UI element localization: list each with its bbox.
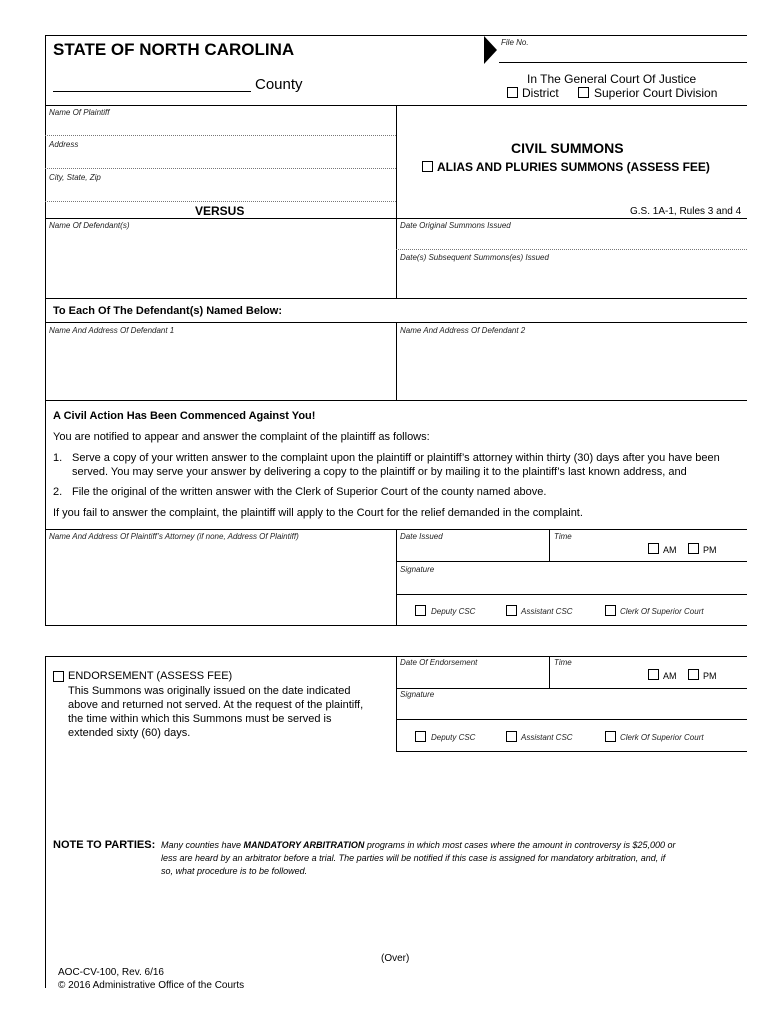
defendant2-label: Name And Address Of Defendant 2 <box>400 326 526 335</box>
endorse-deputy-label: Deputy CSC <box>431 733 476 742</box>
address-sep <box>45 168 396 169</box>
plaintiff-name-label: Name Of Plaintiff <box>49 108 110 117</box>
copyright: © 2016 Administrative Office of the Courts <box>58 980 245 991</box>
issue-deputy-label: Deputy CSC <box>431 607 476 616</box>
date-original-label: Date Original Summons Issued <box>400 221 511 230</box>
notice-intro: You are notified to appear and answer the complaint of the plaintiff as follows: <box>53 431 430 443</box>
endorse-signature-label: Signature <box>400 690 435 699</box>
endorse-am-checkbox[interactable] <box>648 669 659 680</box>
endorse-left <box>45 656 46 988</box>
superior-label: Superior Court Division <box>594 86 718 100</box>
issue-deputy-checkbox[interactable] <box>415 605 426 616</box>
endorse-date-label: Date Of Endorsement <box>400 658 478 667</box>
issue-date-bottom <box>396 561 747 562</box>
superior-checkbox[interactable] <box>578 87 589 98</box>
endorse-assistant-label: Assistant CSC <box>521 733 573 742</box>
defendants-bottom <box>45 400 747 401</box>
item1-number: 1. <box>53 452 63 464</box>
summons-title: CIVIL SUMMONS <box>511 140 624 156</box>
form-id: AOC-CV-100, Rev. 6/16 <box>58 967 164 978</box>
alias-label: ALIAS AND PLURIES SUMMONS (ASSESS FEE) <box>437 160 710 174</box>
versus-rule <box>45 218 396 219</box>
issue-signature-label: Signature <box>400 565 435 574</box>
item1-line1: Serve a copy of your written answer to the complaint upon the plaintiff or plaintiff’s attorney within thirty (30) days after you have been <box>72 452 720 464</box>
city-sep <box>45 201 396 202</box>
issue-pm-checkbox[interactable] <box>688 543 699 554</box>
endorse-am-label: AM <box>663 671 677 681</box>
note-line1 <box>161 840 676 850</box>
issue-sig-bottom <box>396 594 747 595</box>
issue-clerk-label: Clerk Of Superior Court <box>620 607 704 616</box>
frame-left <box>45 35 46 625</box>
frame-top <box>45 35 499 36</box>
statute-ref: G.S. 1A-1, Rules 3 and 4 <box>630 206 742 217</box>
item2-text: File the original of the written answer with the Clerk of Superior Court of the county named above. <box>72 486 547 498</box>
district-checkbox[interactable] <box>507 87 518 98</box>
issue-time-divider <box>549 529 550 561</box>
note-pre: Many counties have <box>161 840 244 850</box>
endorse-pm-checkbox[interactable] <box>688 669 699 680</box>
fail-notice: If you fail to answer the complaint, the plaintiff will apply to the Court for the relief demanded in the complaint. <box>53 507 583 519</box>
endorse-bottom <box>396 751 747 752</box>
date-issued-label: Date Issued <box>400 532 443 541</box>
endorsement-title: ENDORSEMENT (ASSESS FEE) <box>68 670 233 682</box>
endorse-time-label: Time <box>554 658 572 667</box>
issue-bottom <box>45 625 747 626</box>
issue-am-checkbox[interactable] <box>648 543 659 554</box>
file-no-label: File No. <box>501 38 529 47</box>
caption-divider <box>396 105 397 298</box>
statute-rule <box>396 218 747 219</box>
dates-sep <box>396 249 747 250</box>
attorney-label: Name And Address Of Plaintiff’s Attorney (if none, Address Of Plaintiff) <box>49 532 299 541</box>
address-label: Address <box>49 140 79 149</box>
endorsement-line2: above and returned not served. At the request of the plaintiff, <box>68 699 364 711</box>
issue-divider <box>396 529 397 625</box>
notice-heading: A Civil Action Has Been Commenced Against You! <box>53 410 316 422</box>
issue-assistant-checkbox[interactable] <box>506 605 517 616</box>
over-label: (Over) <box>381 953 410 964</box>
endorse-date-bottom <box>396 688 747 689</box>
endorse-assistant-checkbox[interactable] <box>506 731 517 742</box>
endorsement-line4: extended sixty (60) days. <box>68 727 191 739</box>
endorse-clerk-label: Clerk Of Superior Court <box>620 733 704 742</box>
note-label: NOTE TO PARTIES: <box>53 839 156 851</box>
caption-bottom <box>45 298 747 299</box>
issue-time-label: Time <box>554 532 572 541</box>
issue-am-label: AM <box>663 545 677 555</box>
endorsement-line1: This Summons was originally issued on the date indicated <box>68 685 351 697</box>
plaintiff-sep <box>45 135 396 136</box>
issue-pm-label: PM <box>703 545 717 555</box>
defendants-heading: To Each Of The Defendant(s) Named Below: <box>53 305 282 317</box>
defendants-divider <box>396 322 397 400</box>
issue-clerk-checkbox[interactable] <box>605 605 616 616</box>
court-title: In The General Court Of Justice <box>527 72 697 86</box>
alias-checkbox[interactable] <box>422 161 433 172</box>
date-subsequent-label: Date(s) Subsequent Summons(es) Issued <box>400 253 549 262</box>
district-label: District <box>522 86 559 100</box>
note-line2: less are heard by an arbitrator before a trial. The parties will be notified if this case is assigned for mandatory arbitration, and, if <box>161 853 666 863</box>
item1-line2: served. You may serve your answer by delivering a copy to the plaintiff or by mailing it to the plaintiff’s last known address, and <box>72 466 687 478</box>
defendant1-label: Name And Address Of Defendant 1 <box>49 326 175 335</box>
versus-label: VERSUS <box>195 204 245 218</box>
note-line3: so, what procedure is to be followed. <box>161 866 308 876</box>
county-label: County <box>255 76 303 93</box>
endorsement-line3: the time within which this Summons must be served is <box>68 713 332 725</box>
endorse-divider <box>396 656 397 751</box>
item2-number: 2. <box>53 486 63 498</box>
state-title: STATE OF NORTH CAROLINA <box>53 40 295 59</box>
frame-top-right <box>499 35 747 36</box>
county-field[interactable] <box>53 91 251 92</box>
endorse-time-divider <box>549 656 550 688</box>
endorse-clerk-checkbox[interactable] <box>605 731 616 742</box>
endorsement-checkbox[interactable] <box>53 671 64 682</box>
issue-assistant-label: Assistant CSC <box>521 607 573 616</box>
endorse-deputy-checkbox[interactable] <box>415 731 426 742</box>
endorse-sig-bottom <box>396 719 747 720</box>
endorse-pm-label: PM <box>703 671 717 681</box>
city-label: City, State, Zip <box>49 173 101 182</box>
note-post: programs in which most cases where the amount in controversy is $25,000 or <box>364 840 676 850</box>
file-box-bottom <box>499 62 747 63</box>
defendants-name-label: Name Of Defendant(s) <box>49 221 130 230</box>
note-bold: MANDATORY ARBITRATION <box>243 840 365 850</box>
file-marker-icon <box>484 36 497 64</box>
